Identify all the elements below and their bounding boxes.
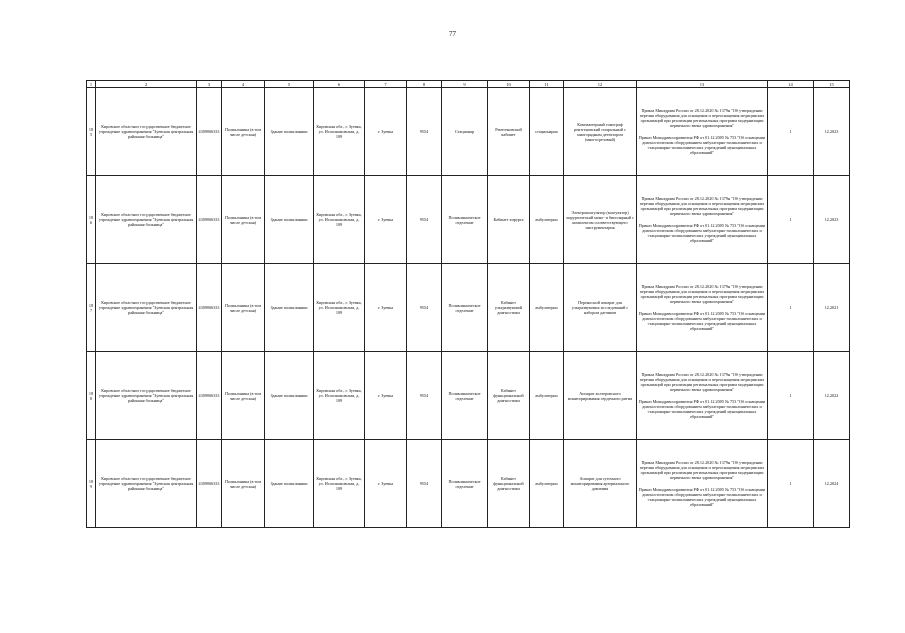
- row-number: 188: [87, 352, 96, 440]
- legal-basis-order-1379n: Приказ Минздрава России от 28.12.2020 № 1379н "Об утверждении перечня оборудования для оснащения и переоснащения медицинских организаций при реализации региональных программ модернизации первичного звена здравоохранения": [639, 372, 765, 392]
- division: Поликлиническое отделение: [442, 176, 488, 264]
- table-row: [87, 440, 850, 528]
- column-number: 3: [197, 81, 222, 88]
- building-type: Поликлиника (в том числе детская): [222, 88, 265, 176]
- quantity: 1: [768, 88, 814, 176]
- care-form: стационарно: [530, 88, 564, 176]
- cabinet: Кабинет хирурга: [488, 176, 530, 264]
- legal-basis-order-1379n: Приказ Минздрава России от 28.12.2020 № 1379н "Об утверждении перечня оборудования для оснащения и переоснащения медицинских организаций при реализации региональных программ модернизации первичного звена здравоохранения": [639, 196, 765, 216]
- equipment-name: Аппарат холтеровского мониторирования сердечного ритма: [564, 352, 637, 440]
- legal-basis: [637, 176, 768, 264]
- building-type: Поликлиника (в том числе детская): [222, 176, 265, 264]
- column-number: 8: [407, 81, 442, 88]
- city: г. Зуевка: [365, 88, 407, 176]
- deadline: 12.2024: [814, 440, 850, 528]
- equipment-name: Переносной аппарат для ультразвуковых исследований с набором датчиков: [564, 264, 637, 352]
- table-row: [87, 352, 850, 440]
- deadline: 12.2022: [814, 352, 850, 440]
- deadline: 12.2021: [814, 264, 850, 352]
- inn-code: 4309006333: [197, 176, 222, 264]
- inn-code: 4309006333: [197, 440, 222, 528]
- cabinet: Кабинет ультразвуковой диагностики: [488, 264, 530, 352]
- page-number: 77: [449, 30, 456, 38]
- organization-name: Кировское областное государственное бюджетное учреждение здравоохранения "Зуевская центральная районная больница": [96, 264, 197, 352]
- column-number: 9: [442, 81, 488, 88]
- address: Кировская обл., г. Зуевка, ул. Исполкомовская, д. 109: [314, 352, 365, 440]
- legal-basis-order-753: Приказ Минздравсоцразвития РФ от 01.12.2005 № 753 "Об оснащении диагностическим оборудованием амбулаторно-поликлинических и стационарно-поликлинических учреждений муниципальных образований": [638, 487, 766, 507]
- quantity: 1: [768, 440, 814, 528]
- code: 9554: [407, 440, 442, 528]
- column-number: 7: [365, 81, 407, 88]
- legal-basis: [637, 440, 768, 528]
- deadline: 12.2023: [814, 176, 850, 264]
- address: Кировская обл., г. Зуевка, ул. Исполкомовская, д. 109: [314, 176, 365, 264]
- inn-code: 4309006333: [197, 352, 222, 440]
- column-number: 12: [564, 81, 637, 88]
- quantity: 1: [768, 264, 814, 352]
- column-number: 10: [488, 81, 530, 88]
- address: Кировская обл., г. Зуевка, ул. Исполкомовская, д. 109: [314, 440, 365, 528]
- building-name: Здание поликлиники: [265, 440, 314, 528]
- column-number: 13: [637, 81, 768, 88]
- organization-name: Кировское областное государственное бюджетное учреждение здравоохранения "Зуевская центральная районная больница": [96, 440, 197, 528]
- cabinet: Кабинет функциональной диагностики: [488, 352, 530, 440]
- code: 9554: [407, 264, 442, 352]
- care-form: амбулаторно: [530, 176, 564, 264]
- legal-basis-order-1379n: Приказ Минздрава России от 28.12.2020 № 1379н "Об утверждении перечня оборудования для оснащения и переоснащения медицинских организаций при реализации региональных программ модернизации первичного звена здравоохранения": [639, 284, 765, 304]
- division: Поликлиническое отделение: [442, 352, 488, 440]
- legal-basis-order-753: Приказ Минздравсоцразвития РФ от 01.12.2005 № 753 "Об оснащении диагностическим оборудованием амбулаторно-поликлинических и стационарно-поликлинических учреждений муниципальных образований": [638, 135, 766, 155]
- legal-basis: [637, 264, 768, 352]
- building-name: Здание поликлиники: [265, 352, 314, 440]
- city: г. Зуевка: [365, 440, 407, 528]
- building-type: Поликлиника (в том числе детская): [222, 352, 265, 440]
- organization-name: Кировское областное государственное бюджетное учреждение здравоохранения "Зуевская центральная районная больница": [96, 176, 197, 264]
- row-number: 189: [87, 440, 96, 528]
- city: г. Зуевка: [365, 264, 407, 352]
- column-number: 5: [265, 81, 314, 88]
- column-number: 6: [314, 81, 365, 88]
- table-row: [87, 176, 850, 264]
- city: г. Зуевка: [365, 352, 407, 440]
- legal-basis-order-1379n: Приказ Минздрава России от 28.12.2020 № 1379н "Об утверждении перечня оборудования для оснащения и переоснащения медицинских организаций при реализации региональных программ модернизации первичного звена здравоохранения": [639, 108, 765, 128]
- table-row: [87, 88, 850, 176]
- column-number: 15: [814, 81, 850, 88]
- cabinet: Кабинет функциональной диагностики: [488, 440, 530, 528]
- division: Стационар: [442, 88, 488, 176]
- column-number-row: [87, 81, 850, 88]
- organization-name: Кировское областное государственное бюджетное учреждение здравоохранения "Зуевская центральная районная больница": [96, 88, 197, 176]
- division: Поликлиническое отделение: [442, 264, 488, 352]
- legal-basis-order-753: Приказ Минздравсоцразвития РФ от 01.12.2005 № 753 "Об оснащении диагностическим оборудованием амбулаторно-поликлинических и стационарно-поликлинических учреждений муниципальных образований": [638, 223, 766, 243]
- row-number: 185: [87, 88, 96, 176]
- legal-basis-order-1379n: Приказ Минздрава России от 28.12.2020 № 1379н "Об утверждении перечня оборудования для оснащения и переоснащения медицинских организаций при реализации региональных программ модернизации первичного звена здравоохранения": [639, 460, 765, 480]
- column-number: 1: [87, 81, 96, 88]
- code: 9554: [407, 88, 442, 176]
- care-form: амбулаторно: [530, 264, 564, 352]
- row-number: 186: [87, 176, 96, 264]
- legal-basis: [637, 88, 768, 176]
- building-name: Здание поликлиники: [265, 176, 314, 264]
- legal-basis: [637, 352, 768, 440]
- column-number: 4: [222, 81, 265, 88]
- row-number: 187: [87, 264, 96, 352]
- column-number: 11: [530, 81, 564, 88]
- quantity: 1: [768, 352, 814, 440]
- legal-basis-order-753: Приказ Минздравсоцразвития РФ от 01.12.2005 № 753 "Об оснащении диагностическим оборудованием амбулаторно-поликлинических и стационарно-поликлинических учреждений муниципальных образований": [638, 399, 766, 419]
- code: 9554: [407, 176, 442, 264]
- deadline: 12.2023: [814, 88, 850, 176]
- legal-basis-order-753: Приказ Минздравсоцразвития РФ от 01.12.2005 № 753 "Об оснащении диагностическим оборудованием амбулаторно-поликлинических и стационарно-поликлинических учреждений муниципальных образований": [638, 311, 766, 331]
- division: Поликлиническое отделение: [442, 440, 488, 528]
- building-name: Здание поликлиники: [265, 264, 314, 352]
- equipment-name: Электрокоагулятор (коагулятор) хирургический моно- и биполярный с комплектом соответствующего инструментария: [564, 176, 637, 264]
- care-form: амбулаторно: [530, 440, 564, 528]
- building-type: Поликлиника (в том числе детская): [222, 264, 265, 352]
- table-row: [87, 264, 850, 352]
- equipment-name: Компьютерный томограф рентгеновский спиральный с многорядным детектором (многосрезовый): [564, 88, 637, 176]
- column-number: 2: [96, 81, 197, 88]
- care-form: амбулаторно: [530, 352, 564, 440]
- address: Кировская обл., г. Зуевка, ул. Исполкомовская, д. 109: [314, 264, 365, 352]
- inn-code: 4309006333: [197, 264, 222, 352]
- city: г. Зуевка: [365, 176, 407, 264]
- building-type: Поликлиника (в том числе детская): [222, 440, 265, 528]
- cabinet: Рентгеновский кабинет: [488, 88, 530, 176]
- column-number: 14: [768, 81, 814, 88]
- organization-name: Кировское областное государственное бюджетное учреждение здравоохранения "Зуевская центральная районная больница": [96, 352, 197, 440]
- address: Кировская обл., г. Зуевка, ул. Исполкомовская, д. 109: [314, 88, 365, 176]
- code: 9554: [407, 352, 442, 440]
- equipment-register-table: [86, 80, 850, 528]
- inn-code: 4309006333: [197, 88, 222, 176]
- equipment-name: Аппарат для суточного мониторирования артериального давления: [564, 440, 637, 528]
- quantity: 1: [768, 176, 814, 264]
- building-name: Здание поликлиники: [265, 88, 314, 176]
